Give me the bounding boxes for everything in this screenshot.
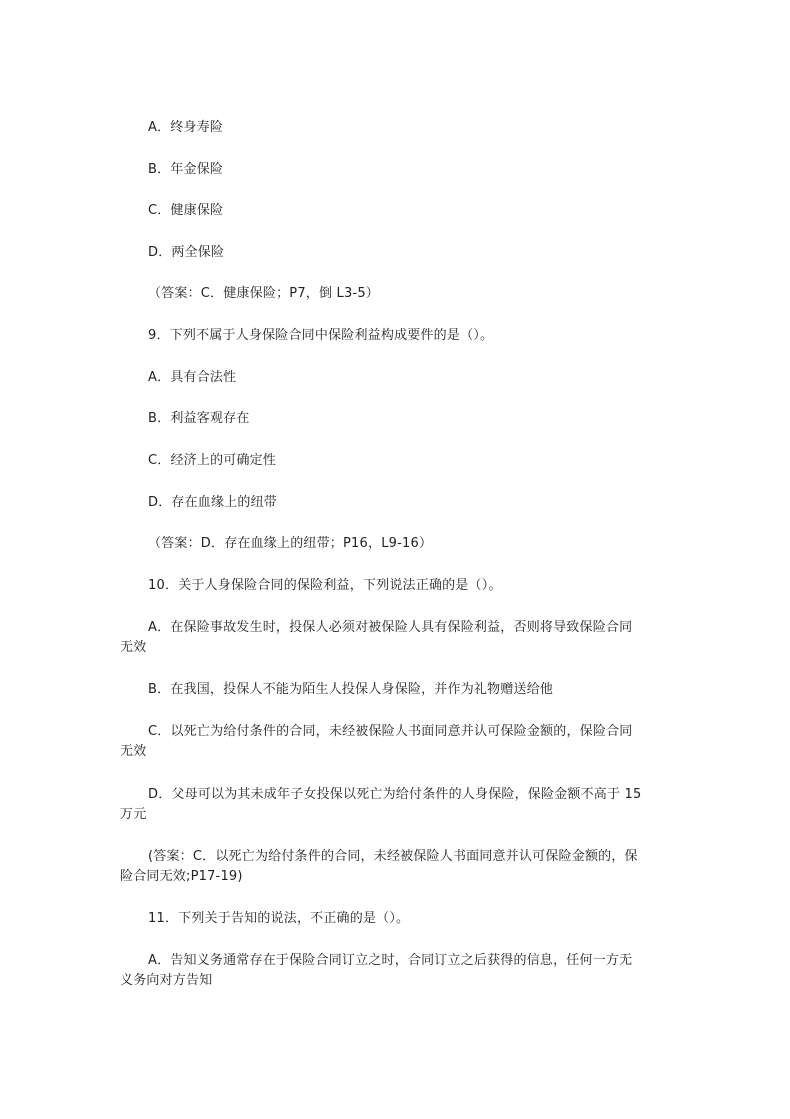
q9-option-b: B．利益客观存在 [148, 411, 250, 426]
q10-option-c-line1: C．以死亡为给付条件的合同，未经被保险人书面同意并认可保险金额的，保险合同 [148, 724, 633, 739]
q11-option-a-line1: A．告知义务通常存在于保险合同订立之时，合同订立之后获得的信息，任何一方无 [148, 953, 633, 968]
q8-option-a: A．终身寿险 [148, 120, 224, 135]
q10-option-c-line2: 无效 [120, 744, 147, 759]
q8-answer: （答案：C．健康保险；P7，倒 L3-5） [148, 286, 379, 301]
q9-answer: （答案：D．存在血缘上的纽带；P16，L9-16） [148, 536, 433, 551]
q8-option-c: C．健康保险 [148, 203, 224, 218]
q9-option-d: D．存在血缘上的纽带 [148, 495, 278, 510]
q10-question: 10．关于人身保险合同的保险利益，下列说法正确的是（）。 [148, 578, 502, 593]
q8-option-b: B．年金保险 [148, 162, 224, 177]
q10-option-a-line2: 无效 [120, 640, 147, 655]
q9-option-a: A．具有合法性 [148, 370, 237, 385]
q10-answer-line2: 险合同无效;P17-19) [120, 869, 243, 884]
q11-question: 11．下列关于告知的说法，不正确的是（）。 [148, 911, 410, 926]
q10-answer-line1: (答案：C．以死亡为给付条件的合同，未经被保险人书面同意并认可保险金额的，保 [148, 849, 638, 864]
q8-option-d: D．两全保险 [148, 245, 225, 260]
q10-option-b: B．在我国，投保人不能为陌生人投保人身保险，并作为礼物赠送给他 [148, 682, 554, 697]
q9-question: 9．下列不属于人身保险合同中保险利益构成要件的是（）。 [148, 328, 494, 343]
q11-option-a-line2: 义务向对方告知 [120, 973, 213, 988]
q9-option-c: C．经济上的可确定性 [148, 453, 277, 468]
q10-option-d-line2: 万元 [120, 807, 147, 822]
q10-option-d-line1: D．父母可以为其未成年子女投保以死亡为给付条件的人身保险，保险金额不高于 15 [148, 787, 642, 802]
q10-option-a-line1: A．在保险事故发生时，投保人必须对被保险人具有保险利益，否则将导致保险合同 [148, 620, 633, 635]
